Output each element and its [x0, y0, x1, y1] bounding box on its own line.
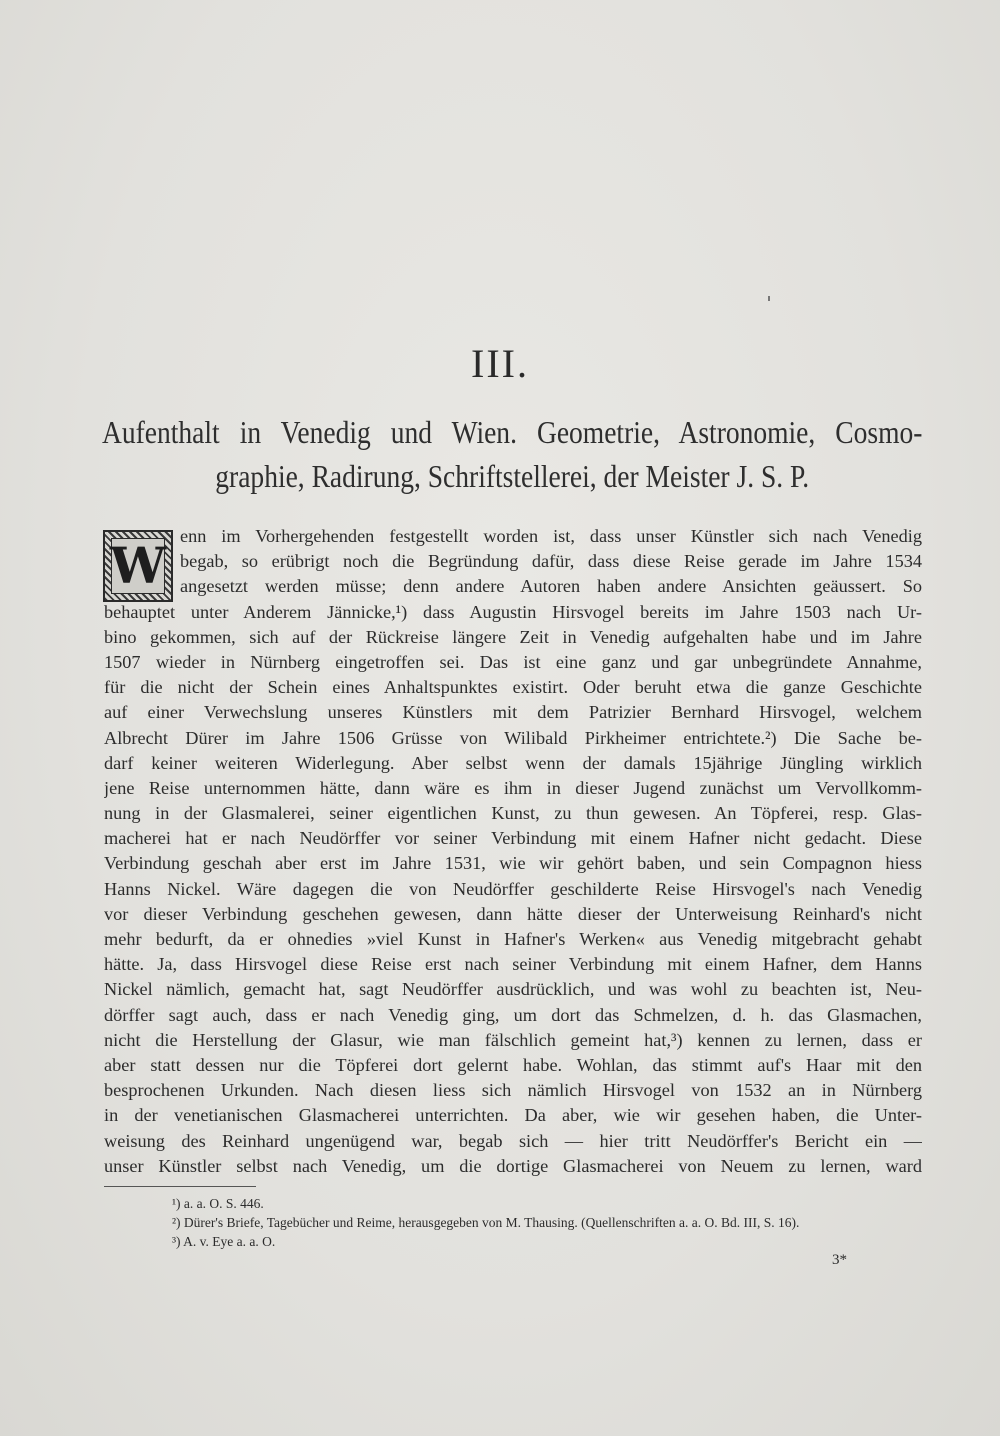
body-line: begab, so erübrigt noch die Begründung dafür, dass diese Reise gerade im Jahre 1534 — [180, 551, 922, 572]
chapter-title-line-2: graphie, Radirung, Schriftstellerei, der Meister J. S. P. — [215, 458, 810, 494]
body-line: macherei hat er nach Neudörffer vor seiner Verbindung mit einem Hafner nicht gedacht. Diese — [104, 828, 922, 849]
body-line: mehr bedurft, da er ohnedies »viel Kunst in Hafner's Werken« aus Venedig mitgebracht gehabt — [104, 929, 922, 949]
body-line: darf keiner weiteren Widerlegung. Aber selbst wenn der damals 15jährige Jüngling wirklich — [104, 752, 922, 773]
body-line: angesetzt werden müsse; denn andere Autoren haben andere Ansichten geäussert. So — [180, 576, 922, 597]
body-line: unser Künstler selbst nach Venedig, um die dortige Glasmacherei von Neuem zu lernen, ward — [104, 1155, 922, 1176]
body-line: behauptet unter Anderem Jännicke,¹) dass Augustin Hirsvogel bereits im Jahre 1503 nach Ur- — [104, 601, 922, 622]
body-line: nicht die Herstellung der Glasur, wie man fälschlich gemeint hat,³) kennen zu lernen, dass er — [104, 1029, 922, 1050]
footnote: ²) Dürer's Briefe, Tagebücher und Reime, herausgegeben von M. Thausing. (Quellenschriften a. a. O. Bd. III, S. 16). — [172, 1215, 800, 1230]
body-line: vor dieser Verbindung geschehen gewesen, dann hätte dieser der Unterweisung Reinhard's nicht — [104, 903, 922, 924]
print-speck — [768, 296, 770, 301]
body-line: enn im Vorhergehenden festgestellt worden ist, dass unser Künstler sich nach Venedig — [180, 526, 922, 546]
footnotes — [172, 1194, 932, 1251]
body-line: Nickel nämlich, gemacht hat, sagt Neudörffer ausdrücklich, und was wohl zu beachten ist, Neu- — [104, 979, 922, 1000]
footnote-separator — [104, 1186, 256, 1187]
body-line: Albrecht Dürer im Jahre 1506 Grüsse von Wilibald Pirkheimer entrichtete.²) Die Sache be- — [104, 727, 922, 748]
body-line: hätte. Ja, dass Hirsvogel diese Reise erst nach seiner Verbindung mit einem Hafner, dem Hanns — [104, 954, 922, 975]
body-line: bino gekommen, sich auf der Rückreise längere Zeit in Venedig aufgehalten habe und im Jahre — [104, 626, 922, 647]
body-line: 1507 wieder in Nürnberg eingetroffen sei. Das ist eine ganz und gar unbegründete Annahme, — [104, 651, 922, 672]
chapter-title — [102, 410, 923, 498]
initial-letter: W — [109, 536, 167, 595]
body-line: in der venetianischen Glasmacherei unterrichten. Da aber, wie wir gesehen haben, die Unter- — [104, 1105, 922, 1126]
footnote: ³) A. v. Eye a. a. O. — [172, 1234, 276, 1249]
body-line: weisung des Reinhard ungenügend war, begab sich — hier tritt Neudörffer's Bericht ein — — [104, 1130, 922, 1151]
body-text — [104, 524, 922, 1179]
footnote: ¹) a. a. O. S. 446. — [172, 1196, 264, 1211]
chapter-title-line-1: Aufenthalt in Venedig und Wien. Geometrie, Astronomie, Cosmo- — [102, 414, 923, 450]
chapter-number: III. — [471, 341, 529, 386]
body-line: dörffer sagt auch, dass er nach Venedig ging, um dort das Schmelzen, d. h. das Glasmachen, — [104, 1004, 922, 1025]
body-line: Hanns Nickel. Wäre dagegen die von Neudörffer geschilderte Reise Hirsvogel's nach Venedig — [104, 878, 922, 899]
body-line: nung in der Glasmalerei, seiner eigentlichen Kunst, zu thun gewesen. An Töpferei, resp. Glas- — [104, 803, 922, 824]
body-line: Verbindung geschah aber erst im Jahre 1531, wie wir gehört baben, und sein Compagnon hiess — [104, 853, 922, 874]
body-line: besprochenen Urkunden. Nach diesen liess sich nämlich Hirsvogel von 1532 an in Nürnberg — [104, 1080, 922, 1101]
body-line: jene Reise unternommen hätte, dann wäre es ihm in dieser Jugend zunächst um Vervollkomm- — [104, 777, 922, 798]
signature-mark: 3* — [832, 1252, 847, 1268]
body-line: auf einer Verwechslung unseres Künstlers mit dem Patrizier Bernhard Hirsvogel, welchem — [104, 702, 922, 723]
body-line: für die nicht der Schein eines Anhaltspunktes existirt. Oder beruht etwa die ganze Geschichte — [104, 677, 922, 698]
body-line: aber statt dessen nur die Töpferei dort gelernt habe. Wohlan, das stimmt auf's Haar mit den — [104, 1054, 922, 1075]
